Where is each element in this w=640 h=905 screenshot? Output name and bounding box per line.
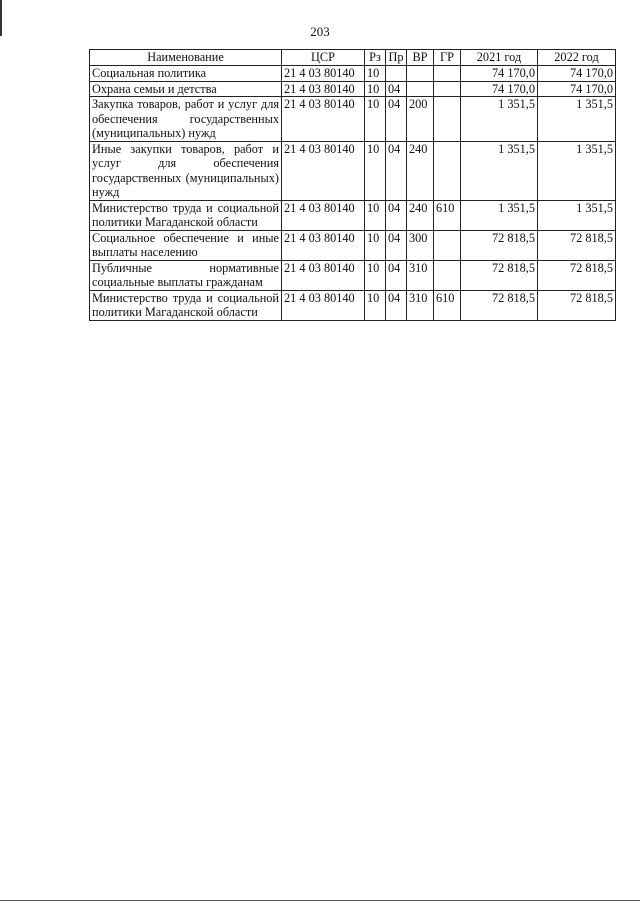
row-pr: 04	[386, 141, 407, 200]
table-row	[90, 230, 616, 260]
row-gr	[434, 66, 461, 82]
row-vr: 200	[407, 97, 434, 142]
row-vr	[407, 81, 434, 97]
header-csr: ЦСР	[282, 50, 365, 66]
table-row	[90, 97, 616, 142]
header-2021: 2021 год	[461, 50, 538, 66]
table-row	[90, 290, 616, 320]
row-pr: 04	[386, 81, 407, 97]
row-2022: 1 351,5	[538, 200, 616, 230]
row-2021: 74 170,0	[461, 66, 538, 82]
row-rz: 10	[365, 230, 386, 260]
row-vr: 310	[407, 290, 434, 320]
row-pr	[386, 66, 407, 82]
row-csr: 21 4 03 80140	[282, 200, 365, 230]
row-csr: 21 4 03 80140	[282, 97, 365, 142]
row-name: Иные закупки товаров, работ и услуг для обеспечения государственных (муниципальных) нужд	[90, 141, 282, 200]
table-row	[90, 81, 616, 97]
row-2021: 72 818,5	[461, 260, 538, 290]
table-header-row	[90, 50, 616, 66]
header-rz: Рз	[365, 50, 386, 66]
row-name: Социальное обеспечение и иные выплаты населению	[90, 230, 282, 260]
row-gr	[434, 141, 461, 200]
row-name: Министерство труда и социальной политики Магаданской области	[90, 200, 282, 230]
row-gr: 610	[434, 290, 461, 320]
row-pr: 04	[386, 200, 407, 230]
row-2021: 1 351,5	[461, 141, 538, 200]
row-2021: 1 351,5	[461, 97, 538, 142]
page-number: 203	[310, 24, 330, 39]
row-pr: 04	[386, 230, 407, 260]
row-vr: 310	[407, 260, 434, 290]
row-gr	[434, 81, 461, 97]
row-rz: 10	[365, 66, 386, 82]
header-2022: 2022 год	[538, 50, 616, 66]
row-name: Министерство труда и социальной политики Магаданской области	[90, 290, 282, 320]
header-name: Наименование	[90, 50, 282, 66]
scan-bottom-rule	[0, 900, 640, 901]
row-2021: 1 351,5	[461, 200, 538, 230]
row-csr: 21 4 03 80140	[282, 290, 365, 320]
table-row	[90, 200, 616, 230]
row-gr	[434, 97, 461, 142]
row-2021: 74 170,0	[461, 81, 538, 97]
header-gr: ГР	[434, 50, 461, 66]
row-csr: 21 4 03 80140	[282, 230, 365, 260]
row-pr: 04	[386, 260, 407, 290]
header-vr: ВР	[407, 50, 434, 66]
row-2021: 72 818,5	[461, 290, 538, 320]
row-rz: 10	[365, 81, 386, 97]
row-2021: 72 818,5	[461, 230, 538, 260]
row-2022: 74 170,0	[538, 66, 616, 82]
row-2022: 1 351,5	[538, 97, 616, 142]
row-vr: 240	[407, 200, 434, 230]
row-pr: 04	[386, 97, 407, 142]
row-2022: 72 818,5	[538, 290, 616, 320]
row-rz: 10	[365, 260, 386, 290]
row-rz: 10	[365, 290, 386, 320]
table-row	[90, 141, 616, 200]
row-rz: 10	[365, 97, 386, 142]
table-row	[90, 66, 616, 82]
row-gr: 610	[434, 200, 461, 230]
row-vr	[407, 66, 434, 82]
row-rz: 10	[365, 200, 386, 230]
budget-table	[89, 49, 616, 321]
row-2022: 74 170,0	[538, 81, 616, 97]
row-name: Публичные нормативные социальные выплаты гражданам	[90, 260, 282, 290]
row-csr: 21 4 03 80140	[282, 66, 365, 82]
row-vr: 240	[407, 141, 434, 200]
row-name: Социальная политика	[90, 66, 282, 82]
row-pr: 04	[386, 290, 407, 320]
row-2022: 72 818,5	[538, 260, 616, 290]
row-csr: 21 4 03 80140	[282, 260, 365, 290]
row-gr	[434, 230, 461, 260]
table-row	[90, 260, 616, 290]
row-gr	[434, 260, 461, 290]
row-csr: 21 4 03 80140	[282, 81, 365, 97]
row-name: Охрана семьи и детства	[90, 81, 282, 97]
row-csr: 21 4 03 80140	[282, 141, 365, 200]
row-2022: 72 818,5	[538, 230, 616, 260]
row-name: Закупка товаров, работ и услуг для обеспечения государственных (муниципальных) нужд	[90, 97, 282, 142]
row-2022: 1 351,5	[538, 141, 616, 200]
header-pr: Пр	[386, 50, 407, 66]
row-rz: 10	[365, 141, 386, 200]
row-vr: 300	[407, 230, 434, 260]
